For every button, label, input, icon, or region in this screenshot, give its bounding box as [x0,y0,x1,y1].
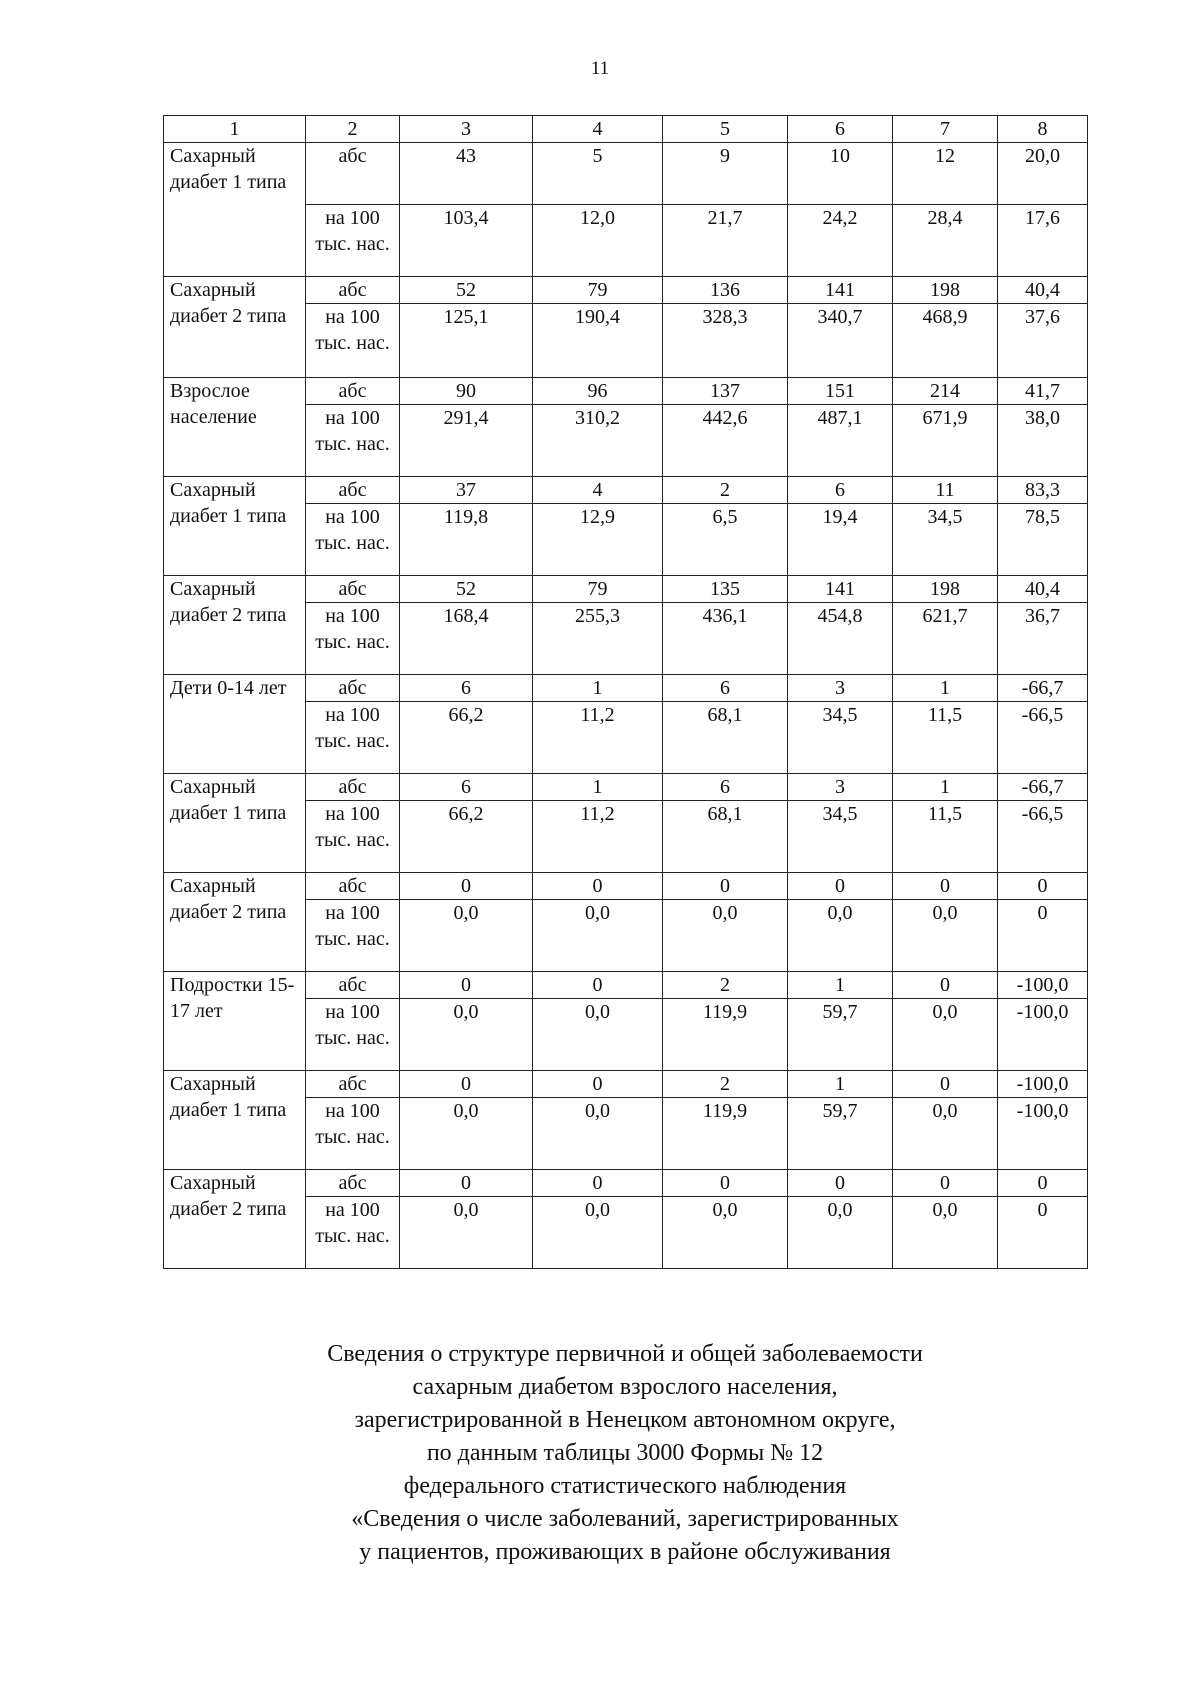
value-cell: 255,3 [533,603,663,675]
value-cell: -66,5 [998,702,1088,774]
value-cell: 119,8 [400,504,533,576]
value-cell: 454,8 [788,603,893,675]
value-cell: 59,7 [788,1098,893,1170]
table-row [164,143,1088,205]
table-row [164,277,1088,304]
value-cell: 11,5 [893,702,998,774]
table-row [164,972,1088,999]
value-cell: 0,0 [788,1197,893,1269]
value-cell: 59,7 [788,999,893,1071]
value-cell: 0,0 [400,1197,533,1269]
value-cell: -100,0 [998,999,1088,1071]
value-cell: 3 [788,774,893,801]
unit-cell: абс [306,1170,400,1197]
value-cell: 37 [400,477,533,504]
column-header: 8 [998,116,1088,143]
column-header: 2 [306,116,400,143]
value-cell: 34,5 [893,504,998,576]
statistics-table [163,115,1088,1269]
column-header: 1 [164,116,306,143]
caption-line: у пациентов, проживающих в районе обслуживания [359,1539,891,1565]
unit-cell: абс [306,576,400,603]
unit-cell: абс [306,378,400,405]
row-group-label: Сахарный диабет 2 типа [164,576,306,675]
unit-cell: абс [306,774,400,801]
table-row [164,378,1088,405]
value-cell: 68,1 [663,702,788,774]
value-cell: 0,0 [663,1197,788,1269]
value-cell: 66,2 [400,702,533,774]
value-cell: 11,5 [893,801,998,873]
value-cell: 24,2 [788,205,893,277]
row-group-label: Сахарный диабет 1 типа [164,774,306,873]
unit-cell: на 100 тыс. нас. [306,304,400,378]
value-cell: 1 [788,972,893,999]
value-cell: 0,0 [533,999,663,1071]
unit-cell: абс [306,143,400,205]
value-cell: 0 [998,1170,1088,1197]
value-cell: 11 [893,477,998,504]
table-header-row [164,116,1088,143]
caption-line: федерального статистического наблюдения [403,1473,847,1499]
unit-cell: на 100 тыс. нас. [306,1197,400,1269]
table-row [164,873,1088,900]
value-cell: 125,1 [400,304,533,378]
value-cell: 0 [893,972,998,999]
value-cell: 2 [663,972,788,999]
value-cell: 0 [893,1170,998,1197]
value-cell: 6 [788,477,893,504]
value-cell: 11,2 [533,801,663,873]
value-cell: 0,0 [533,1098,663,1170]
row-group-label: Сахарный диабет 1 типа [164,143,306,277]
value-cell: 1 [893,774,998,801]
value-cell: 0 [998,873,1088,900]
value-cell: 0,0 [400,900,533,972]
value-cell: 6 [400,774,533,801]
value-cell: 83,3 [998,477,1088,504]
row-group-label: Сахарный диабет 2 типа [164,277,306,378]
value-cell: 0 [400,972,533,999]
value-cell: 11,2 [533,702,663,774]
unit-cell: на 100 тыс. нас. [306,603,400,675]
unit-cell: на 100 тыс. нас. [306,405,400,477]
unit-cell: абс [306,477,400,504]
value-cell: 0 [788,1170,893,1197]
section-caption [200,1338,1050,1569]
row-group-label: Сахарный диабет 2 типа [164,1170,306,1269]
value-cell: 0 [533,972,663,999]
value-cell: 0 [998,1197,1088,1269]
value-cell: 0 [533,1170,663,1197]
value-cell: 291,4 [400,405,533,477]
value-cell: 136 [663,277,788,304]
caption-line: сахарным диабетом взрослого населения, [412,1374,838,1400]
value-cell: 0,0 [893,999,998,1071]
value-cell: 119,9 [663,999,788,1071]
value-cell: 4 [533,477,663,504]
caption-line: зарегистрированной в Ненецком автономном округе, [354,1407,896,1433]
value-cell: 68,1 [663,801,788,873]
value-cell: 52 [400,277,533,304]
value-cell: 40,4 [998,576,1088,603]
value-cell: 34,5 [788,702,893,774]
value-cell: 0,0 [400,999,533,1071]
value-cell: -100,0 [998,1098,1088,1170]
value-cell: 1 [788,1071,893,1098]
table-row [164,1071,1088,1098]
value-cell: 0 [893,1071,998,1098]
value-cell: -66,5 [998,801,1088,873]
unit-cell: на 100 тыс. нас. [306,1098,400,1170]
value-cell: 0,0 [788,900,893,972]
value-cell: 0 [400,873,533,900]
value-cell: -100,0 [998,972,1088,999]
value-cell: -100,0 [998,1071,1088,1098]
value-cell: 40,4 [998,277,1088,304]
value-cell: 310,2 [533,405,663,477]
value-cell: 0,0 [663,900,788,972]
value-cell: 0 [533,873,663,900]
value-cell: 79 [533,576,663,603]
value-cell: 12,0 [533,205,663,277]
caption-line: «Сведения о числе заболеваний, зарегистрированных [351,1506,899,1532]
table-row [164,774,1088,801]
unit-cell: абс [306,1071,400,1098]
value-cell: 20,0 [998,143,1088,205]
value-cell: 79 [533,277,663,304]
value-cell: 135 [663,576,788,603]
value-cell: 0 [998,900,1088,972]
value-cell: 0 [663,1170,788,1197]
value-cell: 96 [533,378,663,405]
value-cell: 468,9 [893,304,998,378]
value-cell: -66,7 [998,774,1088,801]
value-cell: 17,6 [998,205,1088,277]
value-cell: 0 [663,873,788,900]
value-cell: 6 [663,774,788,801]
value-cell: 28,4 [893,205,998,277]
value-cell: 0,0 [893,1197,998,1269]
row-group-label: Сахарный диабет 1 типа [164,1071,306,1170]
unit-cell: абс [306,675,400,702]
value-cell: 3 [788,675,893,702]
value-cell: 41,7 [998,378,1088,405]
row-group-label: Подростки 15-17 лет [164,972,306,1071]
column-header: 6 [788,116,893,143]
value-cell: 12,9 [533,504,663,576]
unit-cell: на 100 тыс. нас. [306,205,400,277]
value-cell: 0 [400,1071,533,1098]
value-cell: 103,4 [400,205,533,277]
page-number: 11 [590,58,610,79]
unit-cell: на 100 тыс. нас. [306,801,400,873]
caption-line: по данным таблицы 3000 Формы № 12 [426,1440,824,1466]
row-group-label: Сахарный диабет 2 типа [164,873,306,972]
unit-cell: абс [306,873,400,900]
value-cell: 487,1 [788,405,893,477]
value-cell: 34,5 [788,801,893,873]
value-cell: 0,0 [533,1197,663,1269]
value-cell: 141 [788,576,893,603]
value-cell: 214 [893,378,998,405]
value-cell: 340,7 [788,304,893,378]
table-row [164,576,1088,603]
value-cell: 442,6 [663,405,788,477]
value-cell: 119,9 [663,1098,788,1170]
value-cell: 21,7 [663,205,788,277]
value-cell: 6 [663,675,788,702]
value-cell: 90 [400,378,533,405]
value-cell: 0 [400,1170,533,1197]
unit-cell: на 100 тыс. нас. [306,702,400,774]
value-cell: 1 [893,675,998,702]
value-cell: 141 [788,277,893,304]
column-header: 3 [400,116,533,143]
unit-cell: на 100 тыс. нас. [306,504,400,576]
value-cell: 0,0 [533,900,663,972]
value-cell: 436,1 [663,603,788,675]
value-cell: 2 [663,1071,788,1098]
value-cell: 78,5 [998,504,1088,576]
row-group-label: Дети 0-14 лет [164,675,306,774]
value-cell: 0,0 [893,1098,998,1170]
value-cell: 2 [663,477,788,504]
column-header: 5 [663,116,788,143]
value-cell: 36,7 [998,603,1088,675]
value-cell: 0 [533,1071,663,1098]
value-cell: 190,4 [533,304,663,378]
value-cell: 198 [893,277,998,304]
value-cell: 38,0 [998,405,1088,477]
value-cell: 0 [893,873,998,900]
value-cell: 328,3 [663,304,788,378]
value-cell: 6,5 [663,504,788,576]
table-row [164,675,1088,702]
value-cell: 66,2 [400,801,533,873]
value-cell: 168,4 [400,603,533,675]
value-cell: 19,4 [788,504,893,576]
value-cell: 137 [663,378,788,405]
column-header: 4 [533,116,663,143]
value-cell: 151 [788,378,893,405]
value-cell: 12 [893,143,998,205]
unit-cell: абс [306,277,400,304]
value-cell: 621,7 [893,603,998,675]
value-cell: 198 [893,576,998,603]
value-cell: 5 [533,143,663,205]
value-cell: 671,9 [893,405,998,477]
value-cell: 10 [788,143,893,205]
value-cell: 52 [400,576,533,603]
value-cell: 0,0 [400,1098,533,1170]
value-cell: 1 [533,675,663,702]
row-group-label: Сахарный диабет 1 типа [164,477,306,576]
unit-cell: на 100 тыс. нас. [306,900,400,972]
unit-cell: на 100 тыс. нас. [306,999,400,1071]
table-row [164,1170,1088,1197]
value-cell: -66,7 [998,675,1088,702]
value-cell: 0 [788,873,893,900]
row-group-label: Взрослое население [164,378,306,477]
table-row [164,477,1088,504]
caption-line: Сведения о структуре первичной и общей заболеваемости [327,1341,923,1367]
unit-cell: абс [306,972,400,999]
value-cell: 0,0 [893,900,998,972]
value-cell: 6 [400,675,533,702]
value-cell: 43 [400,143,533,205]
value-cell: 37,6 [998,304,1088,378]
value-cell: 9 [663,143,788,205]
value-cell: 1 [533,774,663,801]
column-header: 7 [893,116,998,143]
